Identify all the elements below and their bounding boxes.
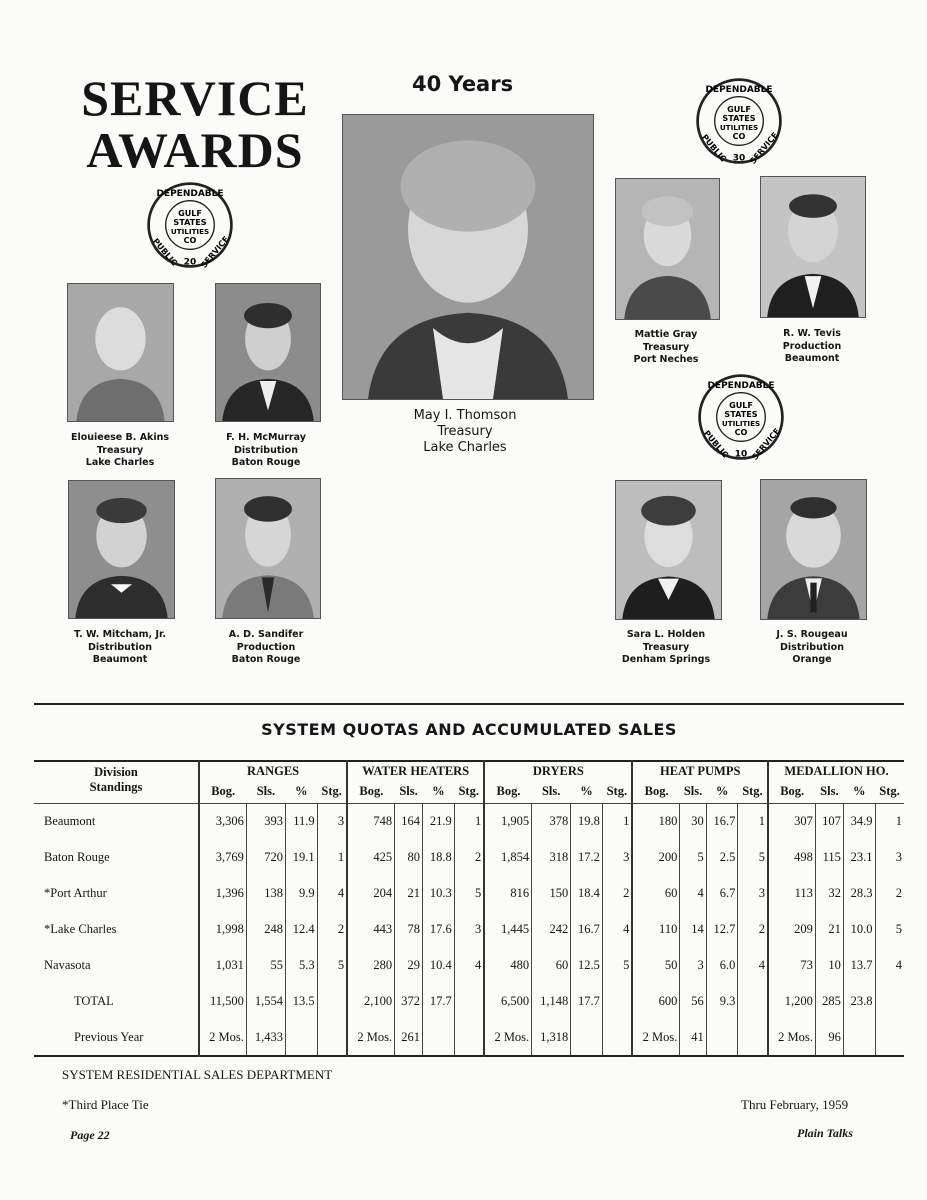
table-cell: 209 (768, 912, 815, 948)
group-header-heat-pumps: HEAT PUMPS (632, 761, 768, 780)
table-cell: 2 Mos. (768, 1020, 815, 1056)
table-cell: 4 (602, 912, 632, 948)
table-cell: 3,306 (199, 804, 246, 840)
portrait-akins (67, 283, 174, 422)
sub-pct: % (715, 784, 729, 798)
employee-dept: Treasury (642, 341, 690, 353)
page-title (70, 72, 320, 176)
seal-line-1: GULF (178, 208, 202, 218)
table-cell: 150 (532, 876, 571, 912)
table-cell: 21 (815, 912, 843, 948)
publication-name: Plain Talks (797, 1126, 853, 1140)
table-cell: 50 (632, 948, 679, 984)
table-cell: 6,500 (484, 984, 531, 1020)
table-cell: 18.8 (423, 840, 455, 876)
table-cell: 1,445 (484, 912, 531, 948)
table-cell: 138 (246, 876, 285, 912)
table-cell: 29 (395, 948, 423, 984)
table-cell: 5 (875, 912, 904, 948)
table-cell (875, 1020, 904, 1056)
employee-location: Denham Springs (621, 654, 711, 665)
table-cell: 23.1 (843, 840, 875, 876)
employee-dept: Production (782, 340, 842, 352)
sub-sls: Sls. (683, 784, 703, 798)
table-cell: 1,148 (532, 984, 571, 1020)
table-cell (602, 1020, 632, 1056)
table-cell: 2 (738, 912, 768, 948)
table-cell: 9.9 (285, 876, 317, 912)
employee-location: Lake Charles (85, 457, 155, 468)
division-header-line-1: Division (94, 765, 138, 779)
page-number: Page 22 (70, 1128, 110, 1142)
portrait-sandifer (215, 478, 321, 619)
section-divider (34, 703, 904, 705)
table-row (34, 984, 904, 1020)
table-cell: 393 (246, 804, 285, 840)
seal-top-text: DEPENDABLE (705, 85, 773, 96)
row-label: Beaumont (44, 814, 96, 829)
table-cell: 443 (347, 912, 394, 948)
row-label: Navasota (44, 958, 91, 972)
table-cell: 3 (875, 840, 904, 876)
table-cell: 5.3 (285, 948, 317, 984)
sub-stg: Stg. (458, 784, 479, 798)
seal-line-3: UTILITIES (721, 419, 761, 428)
employee-name: J. S. Rougeau (776, 629, 848, 640)
table-cell: 107 (815, 804, 843, 840)
table-cell: 1,433 (246, 1020, 285, 1056)
table-cell: 17.7 (423, 984, 455, 1020)
group-header-dryers: DRYERS (484, 761, 632, 780)
table-cell: 10 (815, 948, 843, 984)
seal-left-text: PUBLIC (150, 236, 180, 268)
quotas-title: SYSTEM QUOTAS AND ACCUMULATED SALES (261, 720, 677, 739)
table-cell: 12.7 (706, 912, 738, 948)
date-label: Thru February, 1959 (741, 1097, 849, 1112)
table-cell: 110 (632, 912, 679, 948)
table-cell: 9.3 (706, 984, 738, 1020)
caption-mitcham (50, 629, 190, 667)
table-cell: 1,200 (768, 984, 815, 1020)
sub-sls: Sls. (820, 784, 839, 798)
seal-line-2: STATES (724, 409, 758, 419)
table-cell: 285 (815, 984, 843, 1020)
table-cell: 1,905 (484, 804, 531, 840)
department-label: SYSTEM RESIDENTIAL SALES DEPARTMENT (62, 1067, 333, 1082)
sub-sls: Sls. (399, 784, 418, 798)
seal-years: 10 (734, 449, 748, 460)
table-cell: 56 (680, 984, 706, 1020)
caption-holden (596, 629, 736, 667)
group-header-ranges: RANGES (199, 761, 347, 780)
table-cell: 115 (815, 840, 843, 876)
table-cell: 73 (768, 948, 815, 984)
table-cell: 5 (602, 948, 632, 984)
table-cell: 1 (602, 804, 632, 840)
seal-line-3: UTILITIES (719, 123, 759, 132)
sub-bog: Bog. (199, 780, 246, 804)
seal-years: 30 (732, 153, 746, 164)
seal-line-4: CO (734, 427, 748, 437)
table-cell: 19.1 (285, 840, 317, 876)
table-cell: 11.9 (285, 804, 317, 840)
employee-dept: Distribution (88, 641, 152, 653)
table-cell: 280 (347, 948, 394, 984)
sub-pct: % (580, 784, 593, 798)
table-cell: 16.7 (571, 912, 603, 948)
table-row (34, 1020, 904, 1056)
table-cell: 21 (395, 876, 423, 912)
table-cell: 425 (347, 840, 394, 876)
table-cell: 1,396 (199, 876, 246, 912)
seal-right-text: SERVICE (747, 130, 780, 166)
portrait-mitcham (68, 480, 175, 619)
table-cell (602, 984, 632, 1020)
table-cell (738, 1020, 768, 1056)
seal-line-1: GULF (729, 400, 753, 410)
table-cell (706, 1020, 738, 1056)
table-cell: 318 (532, 840, 571, 876)
table-cell: 480 (484, 948, 531, 984)
sub-pct: % (432, 784, 445, 798)
table-cell: 3 (680, 948, 706, 984)
table-cell (738, 984, 768, 1020)
table-cell: 10.3 (423, 876, 455, 912)
caption-mcmurray (196, 432, 336, 470)
table-cell: 248 (246, 912, 285, 948)
seal-line-2: STATES (722, 113, 756, 123)
table-cell (875, 984, 904, 1020)
employee-dept: Distribution (234, 444, 298, 456)
table-cell: 2 Mos. (632, 1020, 679, 1056)
table-cell: 5 (680, 840, 706, 876)
seal-30-years (694, 76, 784, 166)
employee-name: Sara L. Holden (626, 629, 706, 640)
caption-tevis (742, 328, 882, 366)
table-cell: 30 (680, 804, 706, 840)
table-cell: 10.0 (843, 912, 875, 948)
table-cell: 32 (815, 876, 843, 912)
table-cell: 6.7 (706, 876, 738, 912)
table-cell: 200 (632, 840, 679, 876)
table-cell: 261 (395, 1020, 423, 1056)
table-cell: 164 (395, 804, 423, 840)
table-body (34, 804, 904, 1056)
table-cell: 1,554 (246, 984, 285, 1020)
table-cell: 816 (484, 876, 531, 912)
table-cell: 1,318 (532, 1020, 571, 1056)
table-cell: 34.9 (843, 804, 875, 840)
table-cell: 13.7 (843, 948, 875, 984)
portrait-holden (615, 480, 722, 620)
featured-name: May I. Thomson (413, 408, 517, 423)
table-cell: 4 (317, 876, 347, 912)
employee-name: Elouieese B. Akins (70, 432, 170, 443)
table-cell: 307 (768, 804, 815, 840)
caption-akins (50, 432, 190, 470)
seal-line-4: CO (732, 131, 746, 141)
table-cell: 19.8 (571, 804, 603, 840)
table-cell: 2 (454, 840, 484, 876)
employee-location: Baton Rouge (231, 654, 301, 665)
table-cell: 242 (532, 912, 571, 948)
table-cell: 96 (815, 1020, 843, 1056)
division-header (34, 761, 199, 780)
table-row (34, 840, 904, 876)
employee-dept: Distribution (780, 641, 844, 653)
table-cell: 10.4 (423, 948, 455, 984)
seal-top-text: DEPENDABLE (156, 189, 224, 200)
table-cell: 372 (395, 984, 423, 1020)
seal-right-text: SERVICE (749, 426, 782, 462)
sub-sls: Sls. (256, 784, 276, 798)
table-cell: 4 (875, 948, 904, 984)
portrait-mcmurray (215, 283, 321, 422)
table-cell: 3,769 (199, 840, 246, 876)
featured-dept: Treasury (437, 424, 493, 439)
sub-bog: Bog. (484, 780, 531, 804)
table-cell: 17.2 (571, 840, 603, 876)
table-cell: 6.0 (706, 948, 738, 984)
table-cell: 28.3 (843, 876, 875, 912)
sub-bog: Bog. (768, 780, 815, 804)
employee-dept: Treasury (96, 444, 144, 456)
table-cell: 4 (454, 948, 484, 984)
table-cell: 80 (395, 840, 423, 876)
portrait-rougeau (760, 479, 867, 620)
table-cell: 4 (738, 948, 768, 984)
table-cell: 1 (738, 804, 768, 840)
table-cell: 748 (347, 804, 394, 840)
sub-bog: Bog. (347, 780, 394, 804)
table-cell: 2 Mos. (199, 1020, 246, 1056)
table-cell: 16.7 (706, 804, 738, 840)
table-cell: 12.5 (571, 948, 603, 984)
sub-stg: Stg. (321, 784, 342, 798)
sales-table (34, 760, 904, 1057)
table-cell: 2.5 (706, 840, 738, 876)
caption-featured (380, 408, 550, 456)
row-label: *Port Arthur (44, 886, 107, 900)
employee-location: Baton Rouge (231, 457, 301, 468)
table-cell: 2 (875, 876, 904, 912)
title-line-2: AWARDS (86, 122, 304, 178)
table-cell: 60 (532, 948, 571, 984)
table-cell (571, 1020, 603, 1056)
table-cell (843, 1020, 875, 1056)
table-cell: 21.9 (423, 804, 455, 840)
table-cell: 2,100 (347, 984, 394, 1020)
seal-left-text: PUBLIC (699, 132, 729, 164)
table-cell: 13.5 (285, 984, 317, 1020)
table-cell: 1 (875, 804, 904, 840)
sub-stg: Stg. (742, 784, 763, 798)
table-cell (317, 984, 347, 1020)
table-cell (454, 1020, 484, 1056)
table-cell (423, 1020, 455, 1056)
portrait-gray (615, 178, 720, 320)
table-cell: 55 (246, 948, 285, 984)
table-cell: 378 (532, 804, 571, 840)
table-cell: 12.4 (285, 912, 317, 948)
row-label: TOTAL (74, 994, 114, 1008)
table-cell: 2 (602, 876, 632, 912)
table-cell: 1,031 (199, 948, 246, 984)
table-cell: 498 (768, 840, 815, 876)
table-cell (285, 1020, 317, 1056)
table-cell: 4 (680, 876, 706, 912)
table-cell: 11,500 (199, 984, 246, 1020)
table-cell: 5 (738, 840, 768, 876)
employee-name: T. W. Mitcham, Jr. (74, 629, 166, 640)
employee-dept: Production (236, 641, 296, 653)
division-header-line-2: Standings (89, 780, 143, 794)
portrait-featured (342, 114, 594, 400)
row-label: Baton Rouge (44, 850, 110, 864)
table-cell: 5 (454, 876, 484, 912)
table-cell: 14 (680, 912, 706, 948)
seal-10-years (696, 372, 786, 462)
table-cell (317, 1020, 347, 1056)
caption-rougeau (742, 629, 882, 667)
sub-stg: Stg. (879, 784, 900, 798)
table-cell: 17.7 (571, 984, 603, 1020)
table-cell: 23.8 (843, 984, 875, 1020)
table-cell (454, 984, 484, 1020)
title-line-1: SERVICE (81, 70, 309, 126)
table-cell: 2 Mos. (347, 1020, 394, 1056)
employee-name: R. W. Tevis (783, 328, 841, 339)
table-cell: 180 (632, 804, 679, 840)
seal-right-text: SERVICE (198, 234, 231, 270)
table-row (34, 948, 904, 984)
table-cell: 113 (768, 876, 815, 912)
sub-pct: % (852, 784, 866, 798)
employee-name: Mattie Gray (634, 329, 698, 340)
table-cell: 3 (317, 804, 347, 840)
footnote: *Third Place Tie (62, 1097, 149, 1112)
table-cell: 5 (317, 948, 347, 984)
table-cell: 1 (454, 804, 484, 840)
sub-pct: % (295, 784, 308, 798)
table-cell: 3 (738, 876, 768, 912)
seal-years: 20 (183, 257, 197, 268)
portrait-tevis (760, 176, 866, 318)
table-cell: 204 (347, 876, 394, 912)
table-cell: 2 Mos. (484, 1020, 531, 1056)
table-cell: 60 (632, 876, 679, 912)
table-cell: 41 (680, 1020, 706, 1056)
row-label: Previous Year (74, 1029, 144, 1044)
sub-sls: Sls. (541, 784, 561, 798)
group-header-water-heaters: WATER HEATERS (347, 761, 484, 780)
table-cell: 600 (632, 984, 679, 1020)
seal-top-text: DEPENDABLE (707, 381, 775, 392)
seal-line-2: STATES (173, 217, 207, 227)
employee-name: A. D. Sandifer (228, 629, 304, 640)
table-row (34, 876, 904, 912)
employee-dept: Treasury (642, 641, 690, 653)
seal-left-text: PUBLIC (701, 428, 731, 460)
caption-sandifer (196, 629, 336, 667)
table-row (34, 804, 904, 840)
group-header-medallion: MEDALLION HO. (768, 761, 904, 780)
caption-gray (596, 329, 736, 367)
employee-location: Port Neches (633, 354, 699, 365)
table-cell: 1,998 (199, 912, 246, 948)
sub-header-row (34, 780, 904, 804)
table-cell: 78 (395, 912, 423, 948)
table-cell: 1,854 (484, 840, 531, 876)
table-cell: 1 (317, 840, 347, 876)
table-cell: 2 (317, 912, 347, 948)
row-label: *Lake Charles (44, 922, 117, 936)
featured-location: Lake Charles (423, 440, 507, 455)
table-cell: 720 (246, 840, 285, 876)
sub-stg: Stg. (606, 784, 628, 798)
table-cell: 3 (602, 840, 632, 876)
employee-location: Orange (792, 654, 832, 665)
employee-location: Beaumont (784, 353, 840, 364)
table-cell: 18.4 (571, 876, 603, 912)
employee-location: Beaumont (92, 654, 148, 665)
sub-bog: Bog. (632, 780, 679, 804)
seal-line-1: GULF (727, 104, 751, 114)
table-cell: 3 (454, 912, 484, 948)
table-row (34, 912, 904, 948)
seal-line-4: CO (183, 235, 197, 245)
table-cell: 17.6 (423, 912, 455, 948)
employee-name: F. H. McMurray (226, 432, 306, 443)
years-label: 40 Years (412, 72, 514, 96)
seal-20-years (145, 180, 235, 270)
seal-line-3: UTILITIES (170, 227, 210, 236)
